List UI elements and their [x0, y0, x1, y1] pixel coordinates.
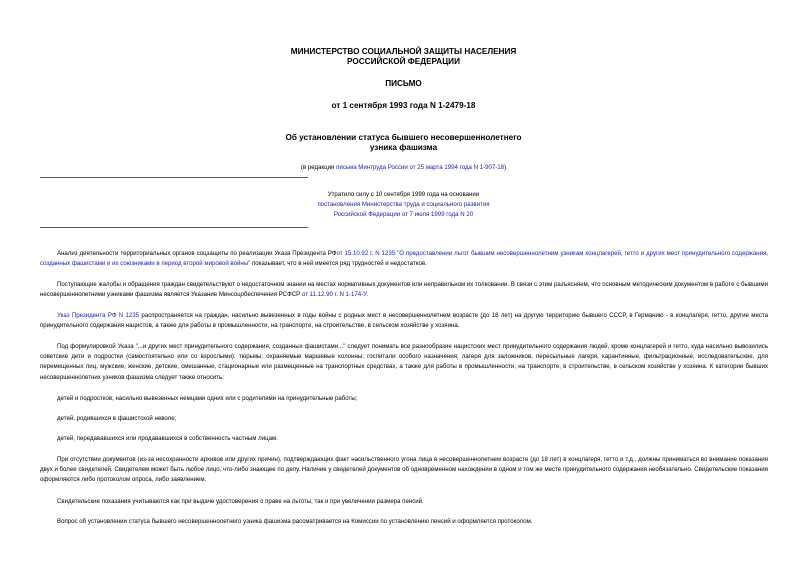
- paragraph-2-text-a: Поступающие жалобы и обращения граждан свидетельствуют о недостаточном знании на местах нормативных документов или неправильном их толковании. В связи с этим разъясняем, что основным методическим документом в работе с бывшими несовершеннолетними узниками фашизма является Указание Минсоцобеспечения РСФСР: [40, 281, 768, 299]
- paragraph-6: детей, родившихся в фашистской неволе;: [57, 415, 177, 422]
- divider-top: [40, 177, 308, 178]
- expired-note-line-1: Утратило силу с 10 сентября 1999 года на основании: [327, 191, 480, 198]
- instruction-link[interactable]: от 11.12.90 г. N 1-174-У: [301, 291, 367, 299]
- document-type: ПИСЬМО: [385, 79, 422, 88]
- decree-link[interactable]: Указ Президента РФ N 1235: [57, 312, 140, 319]
- decree-1235-link[interactable]: от 15.10.92 г. N 1235 "О предоставлении льгот бывшим несовершеннолетним узникам концлагерей, гетто и других мест принудительного содержания, созданных фашистами и их союзниками в период второй мировой войны": [40, 250, 768, 268]
- revision-prefix: (в редакции: [300, 164, 337, 171]
- paragraph-8: При отсутствии документов (из-за несохранности архивов или других причин), подтверждающих факт насильственного угона лица в несовершеннолетнем возрасте (до 18 лет) в концлагеря, гетто и т.д., должны приниматься во внимание показания двух и более свидетелей. Свидетелем может быть любое лицо, что-либо знающее по делу. Наличие у свидетелей документов об одновременном нахождении в одном и том же месте принудительного содержания необязательно. Свидетельские показания оформляются либо протоколом опроса, либо заявлением.: [40, 456, 768, 484]
- revision-link[interactable]: письма Минтруда России от 25 марта 1994 года N 1-907-18: [336, 164, 505, 171]
- paragraph-7: детей, передававшихся или продававшихся в собственность частным лицам.: [57, 435, 278, 442]
- document-date-number: от 1 сентября 1993 года N 1-2479-18: [331, 101, 476, 110]
- document-title-line-1: Об установлении статуса бывшего несовершеннолетнего: [285, 133, 522, 142]
- paragraph-3: [40, 311, 768, 331]
- paragraph-10: Вопрос об установлении статуса бывшего несовершеннолетнего узника фашизма рассматривается на Комиссии по установлению пенсий и оформляется протоколом.: [57, 518, 533, 525]
- divider-bottom: [40, 227, 308, 228]
- paragraph-5: детей и подростков, насильно вывезенных немцами одних или с родителями на принудительные работы;: [57, 395, 358, 402]
- paragraph-4: Под формулировкой Указа "...и других мест принудительного содержания, созданных фашистами..." следует понимать все разнообразие нацистских мест принудительного содержания людей, кроме концлагерей и гетто, куда насильно вывозились советские дети и подростки (самостоятельно или со взрослыми): тюрьмы; охраняемые маршевые колонны; госпитали особого назначения; лагеря для заложников, пересыльные лагеря, карантинные, фильтрационные, исследовательские, для перемещенных лиц, мужские, женские, детские, смешанные, стационарные или размещенные на транспортных средствах, а также для работы в промышленности, на транспорте, в строительстве, в сельском хозяйстве у хозяина. К категории бывших несовершеннолетних узников фашизма следует также относить:: [40, 343, 768, 381]
- revision-note: [0, 163, 807, 172]
- paragraph-2-text-b: .: [366, 291, 368, 299]
- revision-suffix: ): [504, 164, 507, 171]
- ministry-line-1: МИНИСТЕРСТВО СОЦИАЛЬНОЙ ЗАЩИТЫ НАСЕЛЕНИЯ: [290, 47, 517, 56]
- paragraph-9: Свидетельские показания учитываются как при выдаче удостоверения о праве на льготы, так и при увеличении размера пенсий.: [57, 498, 424, 505]
- paragraph-1-text-a: Анализ деятельности территориальных органов соцзащиты по реализации Указа Президента РФ: [57, 250, 337, 257]
- expired-link-line-2[interactable]: постановления Министерства труда и социального развития: [317, 201, 490, 208]
- paragraph-3-text: распространяется на граждан, насильно вывезенных в годы войны с родных мест в несовершеннолетнем возрасте (до 18 лет) на другую территорию бывшего СССР, в Германию - в концлагеря, гетто, другие места принудительного содержания нацистов, а также для работы в промышленности, на транспорте, на строительстве, в сельском хозяйстве у хозяина.: [40, 312, 769, 330]
- paragraph-1: [40, 249, 768, 269]
- paragraph-1-text-b: показывает, что в ней имеется ряд трудностей и недостатков.: [250, 260, 427, 268]
- document-title-line-2: узника фашизма: [369, 143, 438, 152]
- paragraph-2: [40, 280, 768, 300]
- ministry-line-2: РОССИЙСКОЙ ФЕДЕРАЦИИ: [347, 57, 460, 66]
- expired-link-line-3[interactable]: Российской Федерации от 7 июля 1999 года N 20: [333, 211, 474, 218]
